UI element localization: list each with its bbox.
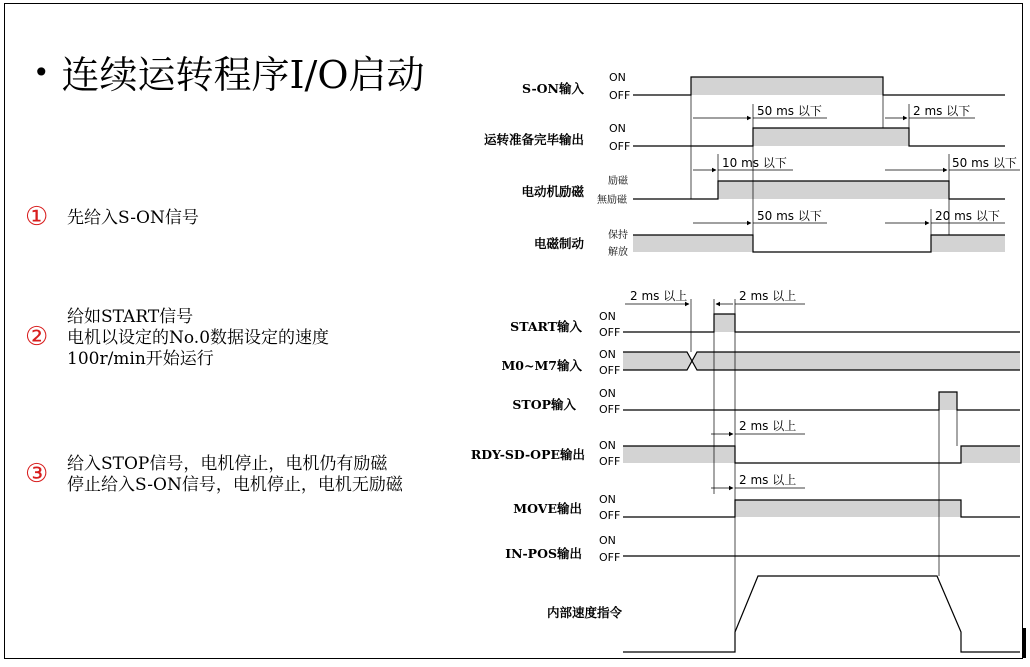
- annotation-2ms-above-2: 2 ms 以上: [739, 289, 797, 303]
- step-2-line-2: 电机以设定的No.0数据设定的速度: [67, 328, 330, 348]
- step-2-line-1: 给如START信号: [67, 307, 194, 327]
- start-hi-label: ON: [599, 310, 616, 323]
- annotation-50ms-1: 50 ms 以下: [757, 104, 822, 118]
- annotation-2ms: 2 ms 以下: [913, 104, 971, 118]
- brake-fill-right: [931, 235, 1005, 252]
- signal-label-m0-m7: M0~M7输入: [501, 358, 582, 373]
- ready-hi-label: ON: [609, 122, 626, 135]
- ready-pulse-fill: [753, 128, 909, 146]
- title-text: 连续运转程序I/O启动: [61, 53, 425, 97]
- annotation-2ms-above-3: 2 ms 以上: [739, 419, 797, 433]
- signal-label-s-on: S-ON输入: [522, 81, 584, 96]
- signal-label-brake: 电磁制动: [533, 236, 584, 251]
- s-on-hi-label: ON: [609, 71, 626, 84]
- signal-label-in-pos: IN-POS输出: [505, 546, 582, 561]
- start-lo-label: OFF: [599, 326, 621, 339]
- rdy-fill-right: [961, 446, 1020, 463]
- annotation-10ms: 10 ms 以下: [722, 156, 787, 170]
- step-2-line-3: 100r/min开始运行: [67, 349, 214, 369]
- signal-label-ready: 运转准备完毕输出: [483, 132, 584, 147]
- signal-label-speed-command: 内部速度指令: [546, 605, 622, 620]
- annotation-50ms-3: 50 ms 以下: [757, 209, 822, 223]
- step-number-1: ①: [25, 202, 49, 232]
- rdy-hi-label: ON: [599, 439, 616, 452]
- signal-label-excitation: 电动机励磁: [521, 184, 584, 199]
- speed-profile: [623, 576, 1020, 652]
- signal-label-rdy-sd-ope: RDY-SD-OPE输出: [470, 447, 585, 462]
- stop-waveform: [623, 392, 1020, 410]
- rdy-fill-left: [623, 446, 735, 463]
- step-number-2: ②: [25, 322, 49, 352]
- in-pos-hi-label: ON: [599, 534, 616, 547]
- timing-diagram: [5, 4, 1022, 658]
- slide: [4, 3, 1023, 659]
- start-pulse-fill: [714, 314, 735, 332]
- m0-m7-hi-label: ON: [599, 348, 616, 361]
- m0-m7-fill-right: [692, 352, 1020, 370]
- excitation-lo-label: 無励磁: [597, 195, 627, 206]
- annotation-2ms-above-4: 2 ms 以上: [739, 473, 797, 487]
- step-1-line-1: 先给入S-ON信号: [67, 208, 199, 228]
- in-pos-lo-label: OFF: [599, 551, 621, 564]
- step-3-line-2: 停止给入S-ON信号，电机停止，电机无励磁: [67, 475, 403, 495]
- stop-lo-label: OFF: [599, 403, 621, 416]
- s-on-pulse-fill: [691, 77, 883, 95]
- move-lo-label: OFF: [599, 509, 621, 522]
- stop-hi-label: ON: [599, 387, 616, 400]
- signal-label-start: START输入: [510, 319, 582, 334]
- step-3-line-1: 给入STOP信号，电机停止，电机仍有励磁: [67, 454, 388, 474]
- stop-pulse-fill: [939, 392, 957, 410]
- top-timing-guides: [691, 95, 949, 252]
- m0-m7-fill-left: [623, 352, 692, 370]
- title-bullet: •: [33, 56, 50, 89]
- move-hi-label: ON: [599, 493, 616, 506]
- signal-label-stop: STOP输入: [512, 397, 576, 412]
- bottom-timing-guides: [691, 299, 957, 632]
- rdy-lo-label: OFF: [599, 455, 621, 468]
- annotation-2ms-above-1: 2 ms 以上: [630, 289, 688, 303]
- s-on-lo-label: OFF: [609, 89, 631, 102]
- edge-marker: [1023, 628, 1026, 658]
- ready-lo-label: OFF: [609, 140, 631, 153]
- brake-lo-label: 解放: [608, 247, 628, 258]
- brake-hi-label: 保持: [608, 230, 628, 241]
- m0-m7-lo-label: OFF: [599, 364, 621, 377]
- annotation-50ms-2: 50 ms 以下: [952, 156, 1017, 170]
- excitation-hi-label: 励磁: [608, 176, 628, 187]
- step-number-3: ③: [25, 459, 49, 489]
- move-pulse-fill: [735, 500, 961, 517]
- brake-fill-left: [633, 235, 753, 252]
- annotation-20ms: 20 ms 以下: [935, 209, 1000, 223]
- signal-label-move: MOVE输出: [513, 501, 582, 516]
- start-waveform: [623, 314, 1020, 332]
